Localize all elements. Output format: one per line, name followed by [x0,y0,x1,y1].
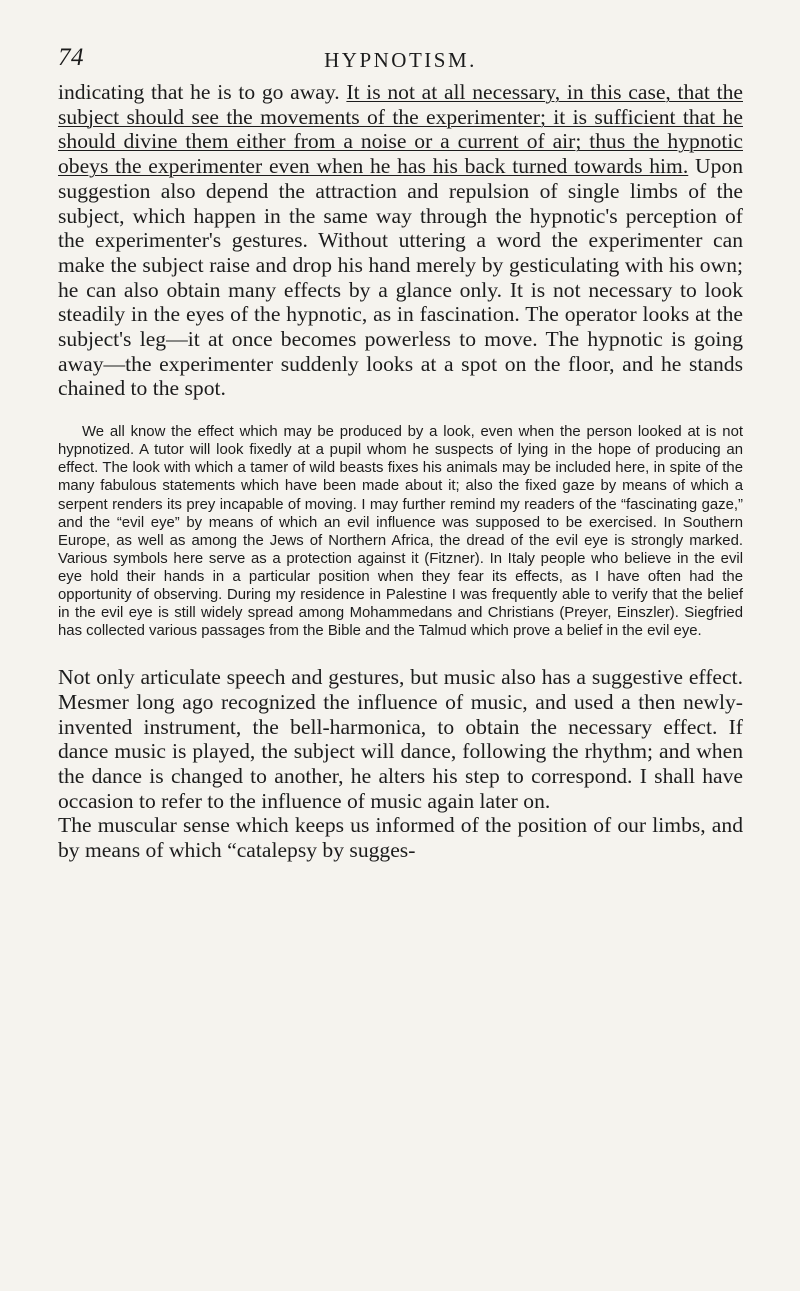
paragraph-2: Not only articulate speech and gestures, but music also has a suggestive effect. Mesmer long ago recognized the influence of music, and used a then newly-invented instrument, the bell-harmonica, to obtain the necessary effect. If dance music is played, the subject will dance, following the rhythm; and when the dance is changed to another, he alters his step to correspond. I shall have occasion to refer to the influence of music again later on. [58,665,743,813]
paragraph-1 [58,80,743,401]
paragraph-3: The muscular sense which keeps us informed of the position of our limbs, and by means of which “catalepsy by sugges- [58,813,743,863]
book-page [58,44,743,863]
running-head: HYPNOTISM. [324,48,477,72]
page-number: 74 [58,44,84,71]
footnote [58,423,743,640]
main-text [58,80,743,401]
paragraph-1-rest: Upon suggestion also depend the attraction and repulsion of single limbs of the subject, which happen in the same way through the hypnotic's perception of the experimenter's gestures. Without uttering a word the experimenter can make the subject raise and drop his hand merely by gesticulating with his own; he can also obtain many effects by a glance only. It is not necessary to look steadily in the eyes of the hypnotic, as in fascination. The operator looks at the subject's leg—it at once becomes powerless to move. The hypnotic is going away—the experimenter suddenly looks at a spot on the floor, and he stands chained to the spot. [58,154,743,401]
underlined-passage: It is not at all necessary, in this case, that the subject should see the movements of the experimenter; it is sufficient that he should divine them either from a noise or a current of air; thus the hypnotic obeys the experimenter even when he has his back turned towards him. [58,80,743,179]
footnote-text: We all know the effect which may be produced by a look, even when the person looked at is not hypnotized. A tutor will look fixedly at a pupil whom he suspects of lying in the hope of producing an effect. The look with which a tamer of wild beasts fixes his animals may be included here, in spite of the many fabulous statements which have been made about it; also the fixed gaze by means of which a serpent renders its prey incapable of moving. I may further remind my readers of the “fascinating gaze,” and the “evil eye” by means of which an evil influence was supposed to be exercised. In Southern Europe, as well as among the Jews of Northern Africa, the dread of the evil eye is strongly marked. Various symbols here serve as a protection against it (Fitzner). In Italy people who believe in the evil eye hold their hands in a particular position when they fear its effects, as I have often had the opportunity of observing. During my residence in Palestine I was frequently able to verify that the belief in the evil eye is still widely spread among Mohammedans and Christians (Preyer, Einszler). Siegfried has collected various passages from the Bible and the Talmud which prove a belief in the evil eye. [58,424,743,640]
main-text-continued [58,665,743,863]
page-header [58,44,743,80]
paragraph-1-lead: indicating that he is to go away. [58,80,347,104]
